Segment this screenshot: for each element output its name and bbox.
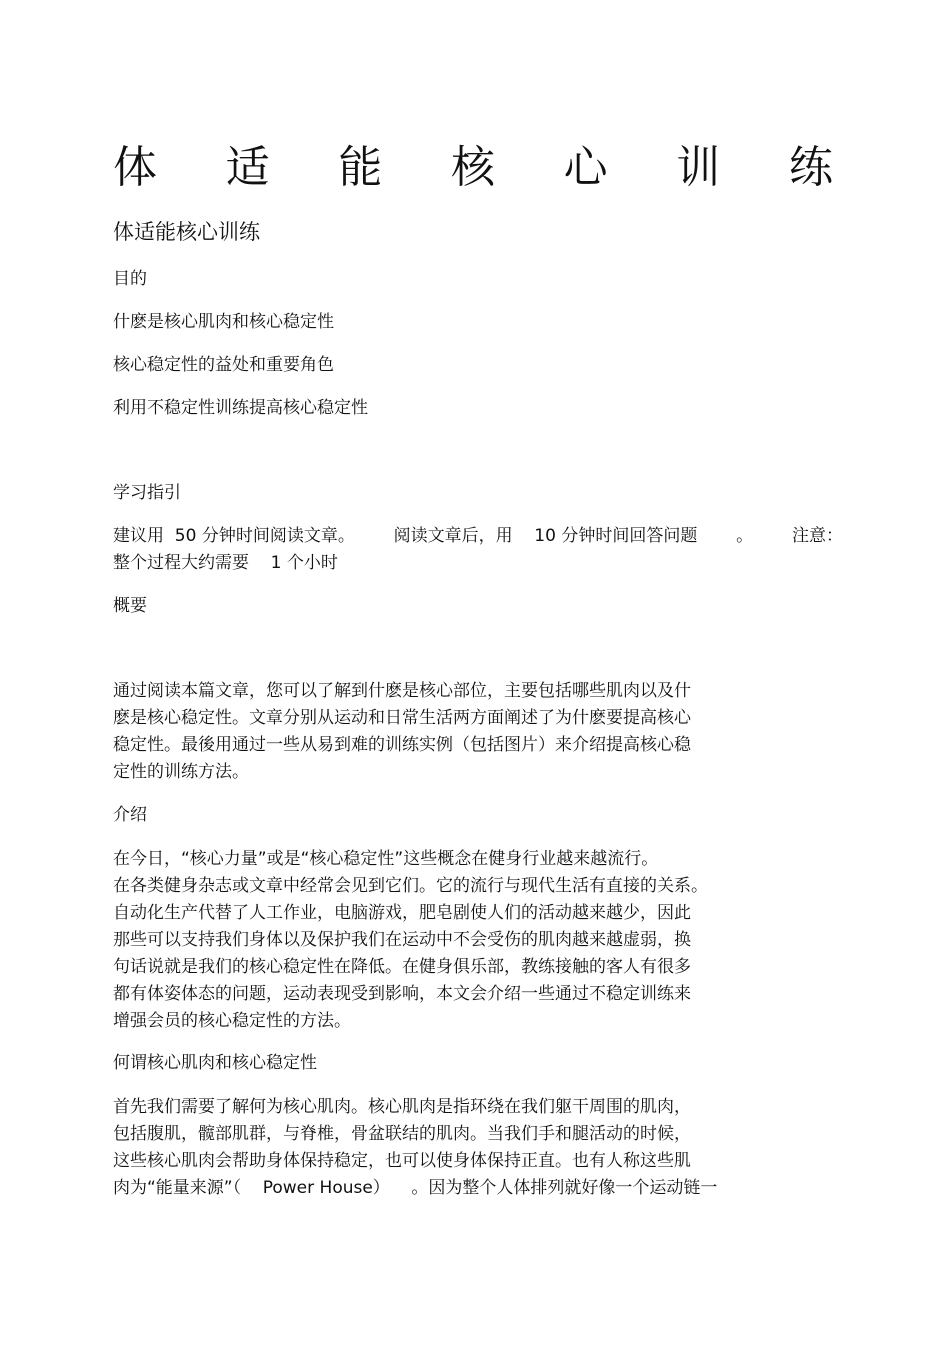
title-char: 心 [563,142,608,193]
summary-paragraph [113,678,691,786]
subtitle: 体适能核心训练 [113,220,260,244]
title-char: 适 [225,142,270,193]
text-line: 通过阅读本篇文章，您可以了解到什麽是核心部位，主要包括哪些肌肉以及什 [113,681,691,701]
text-line: 在各类健身杂志或文章中经常会见到它们。它的流行与现代生活有直接的关系。 [113,876,708,896]
guide-segment: 整个过程大约需要 1 个小时 [113,553,338,573]
guide-segment: 。 [736,526,754,546]
page-title [113,140,833,196]
text-line: 定性的训练方法。 [113,762,249,782]
text-line: 肉为“能量来源”（ Power House） 。因为整个人体排列就好像一个运动链一 [113,1178,718,1198]
purpose-item: 什麽是核心肌肉和核心稳定性 [113,312,334,332]
guide-segment: 阅读文章后，用 10 分钟时间回答问题 [393,526,698,546]
text-line: 句话说就是我们的核心稳定性在降低。在健身俱乐部，教练接触的客人有很多 [113,957,691,977]
summary-heading: 概要 [113,596,147,616]
text-line: 自动化生产代替了人工作业，电脑游戏，肥皂剧使人们的活动越来越少，因此 [113,903,691,923]
guide-heading: 学习指引 [113,483,181,503]
purpose-heading: 目的 [113,269,147,289]
text-line: 包括腹肌，髋部肌群，与脊椎，骨盆联结的肌肉。当我们手和腿活动的时候， [113,1124,691,1144]
guide-text [113,523,843,577]
text-line: 麽是核心稳定性。文章分别从运动和日常生活两方面阐述了为什麽要提高核心 [113,708,691,728]
text-line: 这些核心肌肉会帮助身体保持稳定，也可以使身体保持正直。也有人称这些肌 [113,1151,691,1171]
title-char: 能 [338,142,383,193]
text-line: 首先我们需要了解何为核心肌肉。核心肌肉是指环绕在我们躯干周围的肌肉， [113,1097,691,1117]
title-char: 体 [113,142,157,193]
intro-heading: 介绍 [113,805,147,825]
core-heading: 何谓核心肌肉和核心稳定性 [113,1053,317,1073]
guide-segment: 建议用 50 分钟时间阅读文章。 [113,526,355,546]
guide-segment: 注意： [791,526,843,546]
text-line: 增强会员的核心稳定性的方法。 [113,1011,351,1031]
purpose-item: 核心稳定性的益处和重要角色 [113,355,334,375]
purpose-item: 利用不稳定性训练提高核心稳定性 [113,398,368,418]
title-char: 练 [788,142,833,193]
text-line: 在今日，“核心力量”或是“核心稳定性”这些概念在健身行业越来越流行。 [113,849,659,869]
core-paragraph [113,1094,717,1202]
text-line: 都有体姿体态的问题，运动表现受到影响，本文会介绍一些通过不稳定训练来 [113,984,691,1004]
text-line: 稳定性。最後用通过一些从易到难的训练实例（包括图片）来介绍提高核心稳 [113,735,691,755]
intro-paragraph [113,846,708,1035]
title-char: 训 [676,142,721,193]
title-char: 核 [450,142,495,193]
text-line: 那些可以支持我们身体以及保护我们在运动中不会受伤的肌肉越来越虚弱，换 [113,930,691,950]
